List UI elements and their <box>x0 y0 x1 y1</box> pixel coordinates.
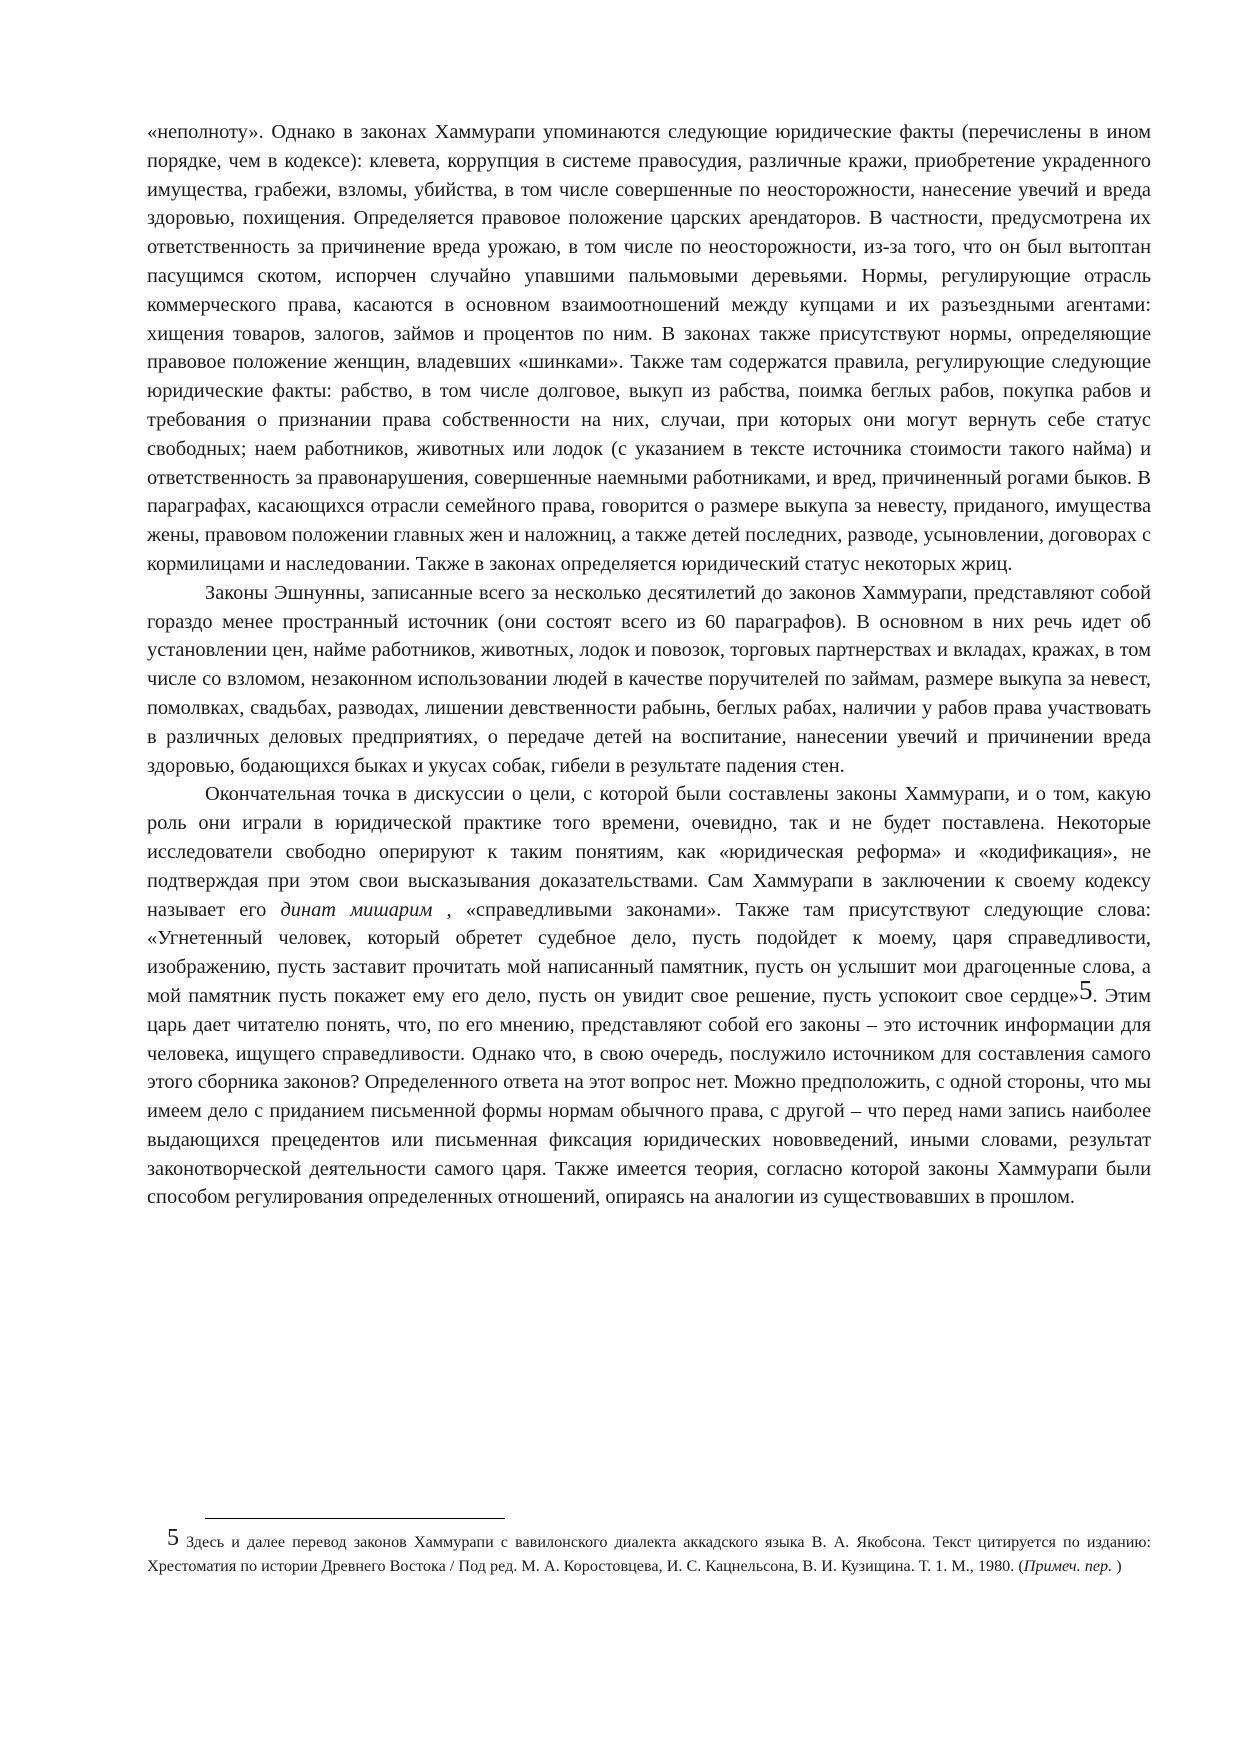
footnote-note: Примеч. пер. <box>1023 1557 1113 1575</box>
footnote-reference[interactable]: 5 <box>1079 974 1093 1005</box>
paragraph-purpose-of-laws <box>147 780 1151 1212</box>
paragraph-text-part: . Этим царь дает читателю понять, что, по его мнению, представляют собой его законы – это источник информации для человека, ищущего справедливости. Однако что, в свою очередь, послужило источником для составления самого этого сборника законов? Определенного ответа на этот вопрос нет. Можно предположить, с одной стороны, что мы имеем дело с приданием письменной формы нормам обычного права, с другой – что перед нами запись наиболее выдающихся прецедентов или письменная фиксация юридических нововведений, иными словами, результат законотворческой деятельности самого царя. Также имеется теория, согласно которой законы Хаммурапи были способом регулирования определенных отношений, опираясь на аналогии из существовавших в прошлом. <box>147 984 1151 1209</box>
paragraph-laws-of-eshnunna: Законы Эшнунны, записанные всего за несколько десятилетий до законов Хаммурапи, представляют собой гораздо менее пространный источник (они состоят всего из 60 параграфов). В основном в них речь идет об установлении цен, найме работников, животных, лодок и повозок, торговых партнерствах и вкладах, кражах, в том числе со взломом, незаконном использовании людей в качестве поручителей по займам, размере выкупа за невест, помолвках, свадьбах, разводах, лишении девственности рабынь, беглых рабах, наличии у рабов права участвовать в различных деловых предприятиях, о передаче детей на воспитание, нанесении увечий и причинении вреда здоровью, бодающихся быках и укусах собак, гибели в результате падения стен. <box>147 581 1151 777</box>
italic-term: динат мишарим <box>280 898 433 921</box>
main-text <box>147 118 1151 1212</box>
paragraph-text-part: Окончательная точка в дискуссии о цели, с которой были составлены законы Хаммурапи, и о том, какую роль они играли в юридической практике того времени, очевидно, так и не будет поставлена. Некоторые исследователи свободно оперируют к таким понятиям, как «юридическая реформа» и «кодификация», не подтверждая при этом свои высказывания доказательствами. Сам Хаммурапи в заключении к своему кодексу называет его <box>147 783 1151 921</box>
footnote <box>147 1525 1151 1578</box>
paragraph-text-part: , «справедливыми законами». Также там присутствуют следующие слова: «Угнетенный человек, который обретет судебное дело, пусть подойдет к моему, царя справедливости, изображению, пусть заставит прочитать мой написанный памятник, пусть он услышит мои драгоценные слова, а мой памятник пусть покажет ему его дело, пусть он увидит свое решение, пусть успокоит свое сердце» <box>147 898 1151 1007</box>
footnote-close: ) <box>1112 1557 1122 1575</box>
footnote-mark: 5 <box>167 1525 179 1551</box>
footnote-separator <box>205 1518 505 1519</box>
paragraph-laws-of-hammurabi-facts: «неполноту». Однако в законах Хаммурапи упоминаются следующие юридические факты (перечислены в ином порядке, чем в кодексе): клевета, коррупция в системе правосудия, различные кражи, приобретение украденного имущества, грабежи, взломы, убийства, в том числе совершенные по неосторожности, нанесение увечий и вреда здоровью, похищения. Определяется правовое положение царских арендаторов. В частности, предусмотрена их ответственность за причинение вреда урожаю, в том числе по неосторожности, из-за того, что он был вытоптан пасущимся скотом, испорчен случайно упавшими пальмовыми деревьями. Нормы, регулирующие отрасль коммерческого права, касаются в основном взаимоотношений между купцами и их разъездными агентами: хищения товаров, залогов, займов и процентов по ним. В законах также присутствуют нормы, определяющие правовое положение женщин, владевших «шинками». Также там содержатся правила, регулирующие следующие юридические факты: рабство, в том числе долговое, выкуп из рабства, поимка беглых рабов, покупка рабов и требования о признании права собственности на них, случаи, при которых они могут вернуть себе статус свободных; наем работников, животных или лодок (с указанием в тексте источника стоимости такого найма) и ответственность за правонарушения, совершенные наемными работниками, и вред, причиненный рогами быков. В параграфах, касающихся отрасли семейного права, говорится о размере выкупа за невесту, приданого, имущества жены, правовом положении главных жен и наложниц, а также детей последних, разводе, усыновлении, договорах с кормилицами и наследовании. Также в законах определяется юридический статус некоторых жриц. <box>147 121 1151 575</box>
footnote-text: Здесь и далее перевод законов Хаммурапи с вавилонского диалекта аккадского языка В. А. Якобсона. Текст цитируется по изданию: Хрестоматия по истории Древнего Востока / Под ред. М. А. Коростовцева, И. С. Кацнельсона, В. И. Кузищина. Т. 1. М., 1980. ( <box>147 1533 1151 1575</box>
